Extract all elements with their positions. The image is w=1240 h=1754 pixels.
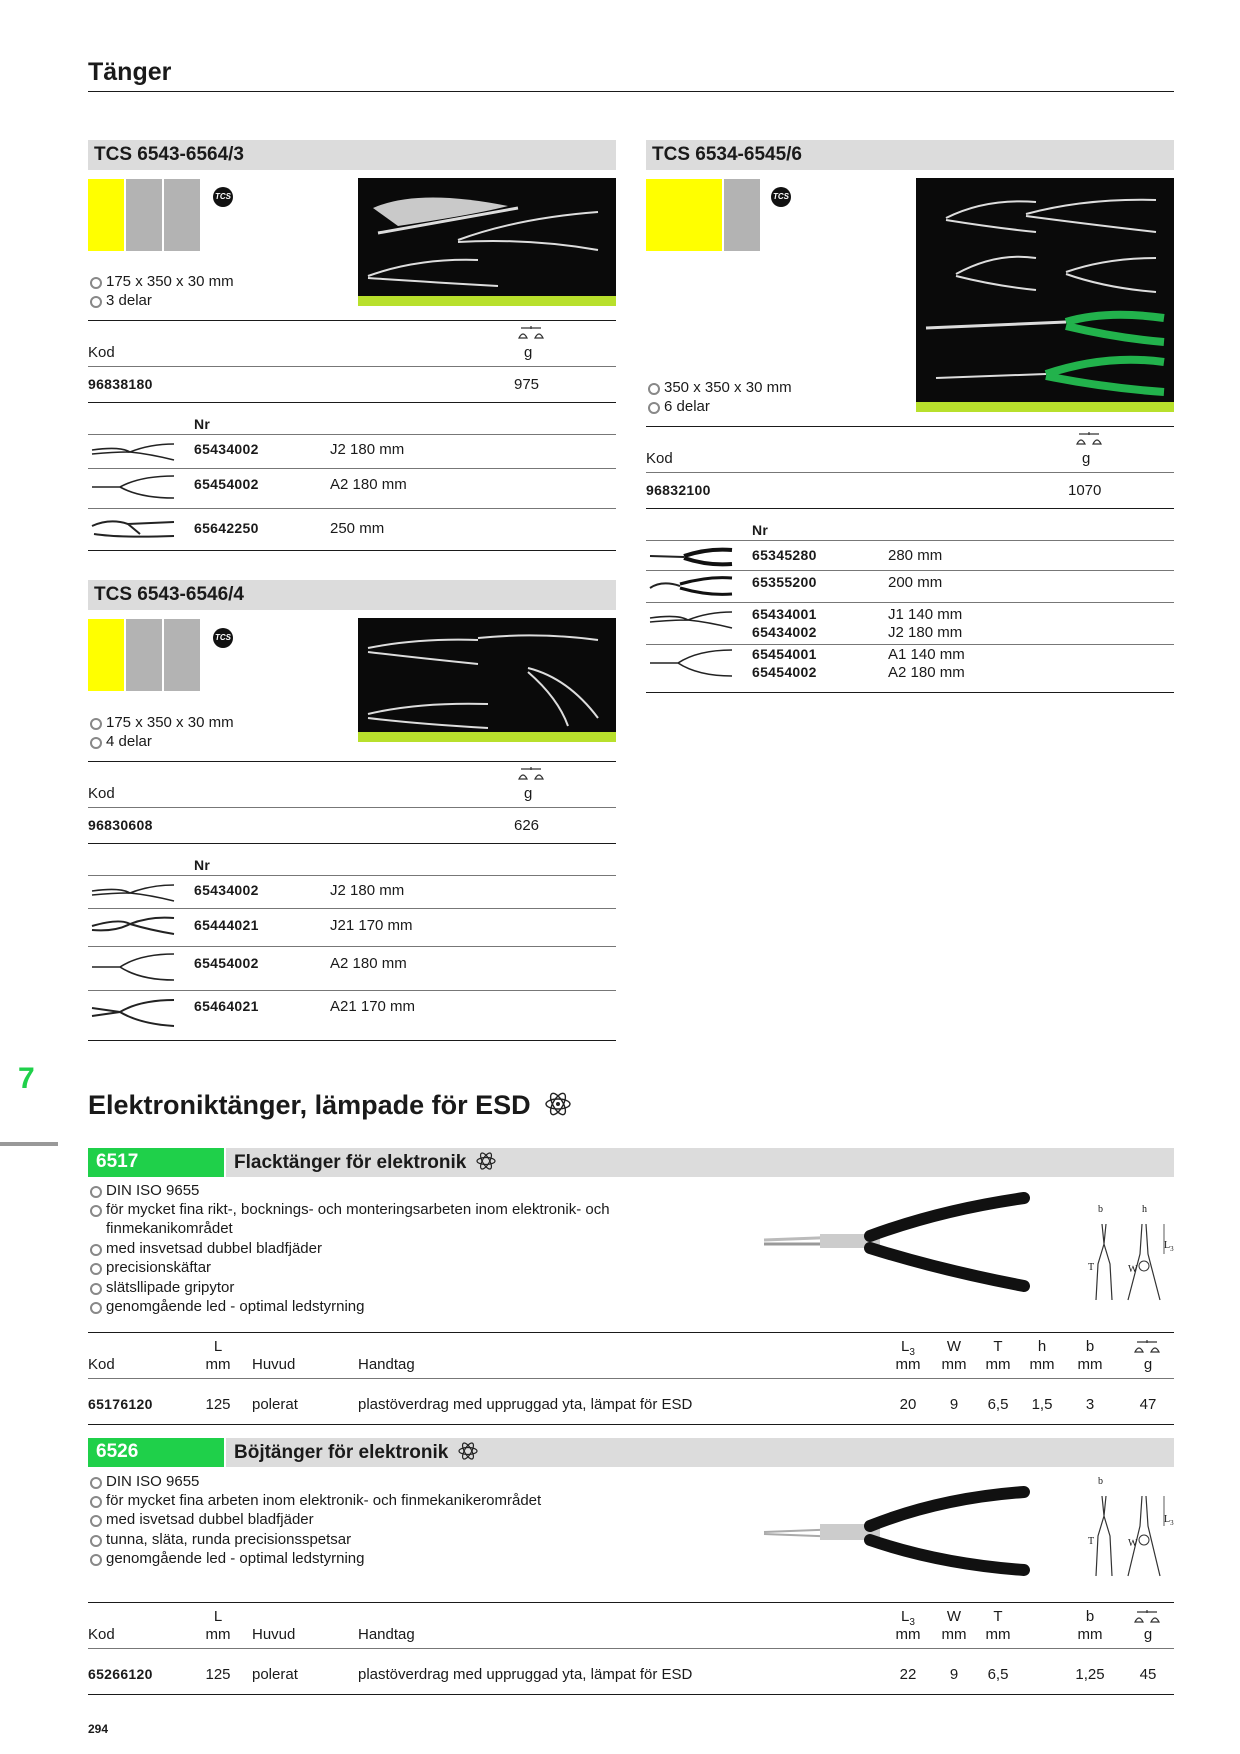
item-desc: A1 140 mm — [888, 646, 965, 663]
tray-photo — [358, 618, 616, 742]
weight-unit: g — [524, 344, 533, 361]
col-b-unit: mm — [1077, 1356, 1103, 1373]
spec-item: 6 delar — [646, 397, 710, 416]
pliers-tray-icon — [916, 178, 1174, 412]
row-t: 6,5 — [987, 1666, 1009, 1683]
col-huvud: Huvud — [252, 1626, 296, 1643]
tcs-badge-icon: TCS — [213, 187, 233, 207]
circlip-pliers-icon — [90, 440, 176, 464]
col-h-unit: mm — [1029, 1356, 1055, 1373]
item-nr: 65444021 — [194, 917, 259, 933]
table-rule — [88, 1040, 616, 1041]
dim-label-t: T — [1088, 1536, 1095, 1547]
tcs-badge-icon: TCS — [213, 628, 233, 648]
item-desc: J1 140 mm — [888, 606, 963, 623]
feature-bullet: genomgående led - optimal ledstyrning — [88, 1549, 365, 1568]
kod-value: 96830608 — [88, 817, 153, 833]
kod-header: Kod — [646, 450, 673, 467]
table-rule — [646, 426, 1174, 427]
feature-bullet: med isvetsad dubbel bladfjäder — [88, 1510, 314, 1529]
table-rule — [88, 1424, 1174, 1425]
item-desc: J2 180 mm — [888, 624, 963, 641]
dim-label-w: W — [1128, 1264, 1138, 1275]
col-g-unit: g — [1143, 1356, 1153, 1373]
nr-header: Nr — [194, 857, 211, 873]
weight-scale-icon — [1076, 432, 1102, 446]
dim-label-l3: $L_3$ — [1164, 1514, 1174, 1527]
col-l3-unit: mm — [895, 1356, 921, 1373]
table-rule — [646, 644, 1174, 645]
item-nr: 65642250 — [194, 520, 259, 536]
product-name-bar — [226, 1148, 1174, 1177]
feature-bullet: DIN ISO 9655 — [88, 1472, 199, 1491]
color-swatch-gray — [164, 179, 200, 251]
kod-value: 96832100 — [646, 482, 711, 498]
row-h: 1,5 — [1031, 1396, 1053, 1413]
esd-atom-icon — [544, 1090, 572, 1118]
feature-bullet: precisionskäftar — [88, 1258, 211, 1277]
item-desc: A2 180 mm — [330, 476, 407, 493]
item-nr: 65454002 — [194, 955, 259, 971]
weight-unit: g — [524, 785, 533, 802]
item-nr: 65345280 — [752, 547, 817, 563]
feature-bullet: för mycket fina arbeten inom elektronik- och finmekanikerområdet — [88, 1491, 541, 1510]
row-l3: 22 — [899, 1666, 917, 1683]
table-rule — [88, 908, 616, 909]
pliers-tray-icon — [358, 178, 616, 306]
circlip-pliers-icon — [90, 881, 176, 905]
col-t: T — [993, 1608, 1003, 1625]
dim-label-w: W — [1128, 1538, 1138, 1549]
col-l-unit: mm — [205, 1356, 231, 1373]
dim-label-t: T — [1088, 1262, 1095, 1273]
tcs-badge-icon: TCS — [771, 187, 791, 207]
col-handtag: Handtag — [358, 1356, 415, 1373]
set-2-title: TCS 6543-6546/4 — [88, 580, 616, 610]
esd-heading — [88, 1090, 572, 1121]
row-kod: 65266120 — [88, 1666, 153, 1682]
col-w-unit: mm — [941, 1356, 967, 1373]
color-swatch-gray — [126, 179, 162, 251]
item-nr: 65355200 — [752, 574, 817, 590]
esd-atom-icon — [476, 1151, 496, 1171]
product-code-tab: 6517 — [88, 1148, 224, 1177]
product-name-bar — [226, 1438, 1174, 1467]
product-name: Flacktänger för elektronik — [234, 1152, 467, 1173]
row-g: 47 — [1139, 1396, 1157, 1413]
color-swatch-yellow — [88, 619, 124, 691]
page-title: Tänger — [88, 58, 172, 86]
item-desc: A21 170 mm — [330, 998, 416, 1015]
row-handtag: plastöverdrag med uppruggad yta, lämpat för ESD — [358, 1666, 693, 1683]
spec-item: 175 x 350 x 30 mm — [88, 713, 234, 732]
chapter-tab-bar — [0, 1142, 58, 1146]
table-rule — [646, 508, 1174, 509]
col-b: b — [1085, 1338, 1095, 1355]
col-l3: $L_3$ — [901, 1608, 915, 1628]
col-g-unit: g — [1143, 1626, 1153, 1643]
feature-bullet: tunna, släta, runda precisionsspetsar — [88, 1530, 351, 1549]
color-swatch-yellow — [646, 179, 722, 251]
circlip-pliers-icon — [90, 914, 176, 938]
table-rule — [88, 366, 616, 367]
table-rule — [88, 1648, 1174, 1649]
nr-header: Nr — [194, 416, 211, 432]
locking-pliers-icon — [90, 516, 176, 542]
row-b: 1,25 — [1075, 1666, 1105, 1683]
kod-value: 96838180 — [88, 376, 153, 392]
col-kod: Kod — [88, 1356, 115, 1373]
row-kod: 65176120 — [88, 1396, 153, 1412]
pliers-tray-icon — [358, 618, 616, 742]
row-l3: 20 — [899, 1396, 917, 1413]
weight-scale-icon — [518, 767, 544, 781]
table-rule — [88, 1694, 1174, 1695]
row-b: 3 — [1085, 1396, 1095, 1413]
col-w: W — [946, 1338, 962, 1355]
col-b-unit: mm — [1077, 1626, 1103, 1643]
col-kod: Kod — [88, 1626, 115, 1643]
table-rule — [646, 602, 1174, 603]
set-1-title: TCS 6543-6564/3 — [88, 140, 616, 170]
kod-header: Kod — [88, 785, 115, 802]
table-rule — [88, 807, 616, 808]
row-l: 125 — [205, 1396, 231, 1413]
col-handtag: Handtag — [358, 1626, 415, 1643]
dim-label-l3: $L_3$ — [1164, 1240, 1174, 1253]
table-rule — [646, 540, 1174, 541]
table-rule — [88, 875, 616, 876]
item-desc: 250 mm — [330, 520, 385, 537]
item-nr: 65454001 — [752, 646, 817, 662]
item-desc: A2 180 mm — [888, 664, 965, 681]
circlip-pliers-icon — [648, 648, 734, 678]
col-w-unit: mm — [941, 1626, 967, 1643]
col-l: L — [213, 1338, 223, 1355]
table-rule — [88, 843, 616, 844]
table-rule — [88, 761, 616, 762]
item-desc: J2 180 mm — [330, 441, 405, 458]
item-nr: 65434001 — [752, 606, 817, 622]
item-nr: 65434002 — [194, 441, 259, 457]
esd-heading-text: Elektroniktänger, lämpade för ESD — [88, 1090, 531, 1120]
table-rule — [646, 692, 1174, 693]
page-number: 294 — [88, 1722, 109, 1736]
round-nose-pliers-photo — [760, 1480, 1030, 1580]
item-nr: 65434002 — [194, 882, 259, 898]
table-rule — [646, 472, 1174, 473]
feature-bullet: DIN ISO 9655 — [88, 1181, 199, 1200]
title-rule — [88, 91, 1174, 92]
color-swatch-gray — [126, 619, 162, 691]
col-w: W — [946, 1608, 962, 1625]
table-rule — [88, 1332, 1174, 1333]
weight-scale-icon — [1134, 1610, 1160, 1624]
color-swatch-gray — [724, 179, 760, 251]
table-rule — [88, 508, 616, 509]
feature-bullet: med insvetsad dubbel bladfjäder — [88, 1239, 322, 1258]
col-t: T — [993, 1338, 1003, 1355]
table-rule — [88, 1378, 1174, 1379]
table-rule — [88, 468, 616, 469]
spec-item: 175 x 350 x 30 mm — [88, 272, 234, 291]
col-l-unit: mm — [205, 1626, 231, 1643]
set-3-title: TCS 6534-6545/6 — [646, 140, 1174, 170]
nr-header: Nr — [752, 522, 769, 538]
chapter-number: 7 — [18, 1062, 35, 1095]
table-rule — [88, 550, 616, 551]
dim-label-b: b — [1098, 1204, 1103, 1215]
row-handtag: plastöverdrag med uppruggad yta, lämpat för ESD — [358, 1396, 693, 1413]
row-t: 6,5 — [987, 1396, 1009, 1413]
table-rule — [88, 434, 616, 435]
spec-item: 3 delar — [88, 291, 152, 310]
item-desc: J21 170 mm — [330, 917, 413, 934]
row-l: 125 — [205, 1666, 231, 1683]
circlip-pliers-icon — [648, 608, 734, 632]
esd-atom-icon — [458, 1441, 478, 1461]
feature-bullet: för mycket fina rikt-, bocknings- och monteringsarbeten inom elektronik- och finmekanikområdet — [88, 1200, 688, 1238]
kod-header: Kod — [88, 344, 115, 361]
bent-nose-pliers-icon — [648, 574, 734, 598]
product-name: Böjtänger för elektronik — [234, 1442, 449, 1463]
table-rule — [646, 570, 1174, 571]
tray-photo — [916, 178, 1174, 412]
row-g: 45 — [1139, 1666, 1157, 1683]
table-rule — [88, 1602, 1174, 1603]
item-desc: 280 mm — [888, 547, 943, 564]
dim-label-h: h — [1142, 1204, 1147, 1215]
feature-bullet: genomgående led - optimal ledstyrning — [88, 1297, 365, 1316]
color-swatch-gray — [164, 619, 200, 691]
col-t-unit: mm — [985, 1626, 1011, 1643]
row-w: 9 — [949, 1396, 959, 1413]
table-rule — [88, 990, 616, 991]
long-nose-pliers-icon — [648, 546, 734, 568]
col-l: L — [213, 1608, 223, 1625]
table-rule — [88, 946, 616, 947]
weight-value: 975 — [514, 376, 540, 393]
row-huvud: polerat — [252, 1396, 298, 1413]
weight-value: 626 — [514, 817, 540, 834]
color-swatch-yellow — [88, 179, 124, 251]
weight-unit: g — [1082, 450, 1091, 467]
col-l3-unit: mm — [895, 1626, 921, 1643]
spec-item: 350 x 350 x 30 mm — [646, 378, 792, 397]
product-code-tab: 6526 — [88, 1438, 224, 1467]
feature-bullet: slätsllipade gripytor — [88, 1278, 234, 1297]
circlip-pliers-icon — [90, 998, 176, 1028]
weight-scale-icon — [1134, 1340, 1160, 1354]
dimension-diagram — [1084, 1204, 1174, 1304]
flat-nose-pliers-photo — [760, 1190, 1030, 1290]
circlip-pliers-icon — [90, 952, 176, 982]
table-rule — [88, 402, 616, 403]
table-rule — [88, 320, 616, 321]
col-t-unit: mm — [985, 1356, 1011, 1373]
item-desc: 200 mm — [888, 574, 943, 591]
weight-value: 1070 — [1068, 482, 1102, 499]
row-w: 9 — [949, 1666, 959, 1683]
tray-photo — [358, 178, 616, 306]
weight-scale-icon — [518, 326, 544, 340]
item-desc: J2 180 mm — [330, 882, 405, 899]
col-huvud: Huvud — [252, 1356, 296, 1373]
item-nr: 65464021 — [194, 998, 259, 1014]
item-nr: 65454002 — [194, 476, 259, 492]
item-nr: 65454002 — [752, 664, 817, 680]
col-l3: $L_3$ — [901, 1338, 915, 1358]
item-nr: 65434002 — [752, 624, 817, 640]
item-desc: A2 180 mm — [330, 955, 407, 972]
col-b: b — [1085, 1608, 1095, 1625]
col-h: h — [1037, 1338, 1047, 1355]
circlip-pliers-icon — [90, 474, 176, 500]
dimension-diagram — [1084, 1476, 1174, 1586]
row-huvud: polerat — [252, 1666, 298, 1683]
spec-item: 4 delar — [88, 732, 152, 751]
dim-label-b: b — [1098, 1476, 1103, 1487]
